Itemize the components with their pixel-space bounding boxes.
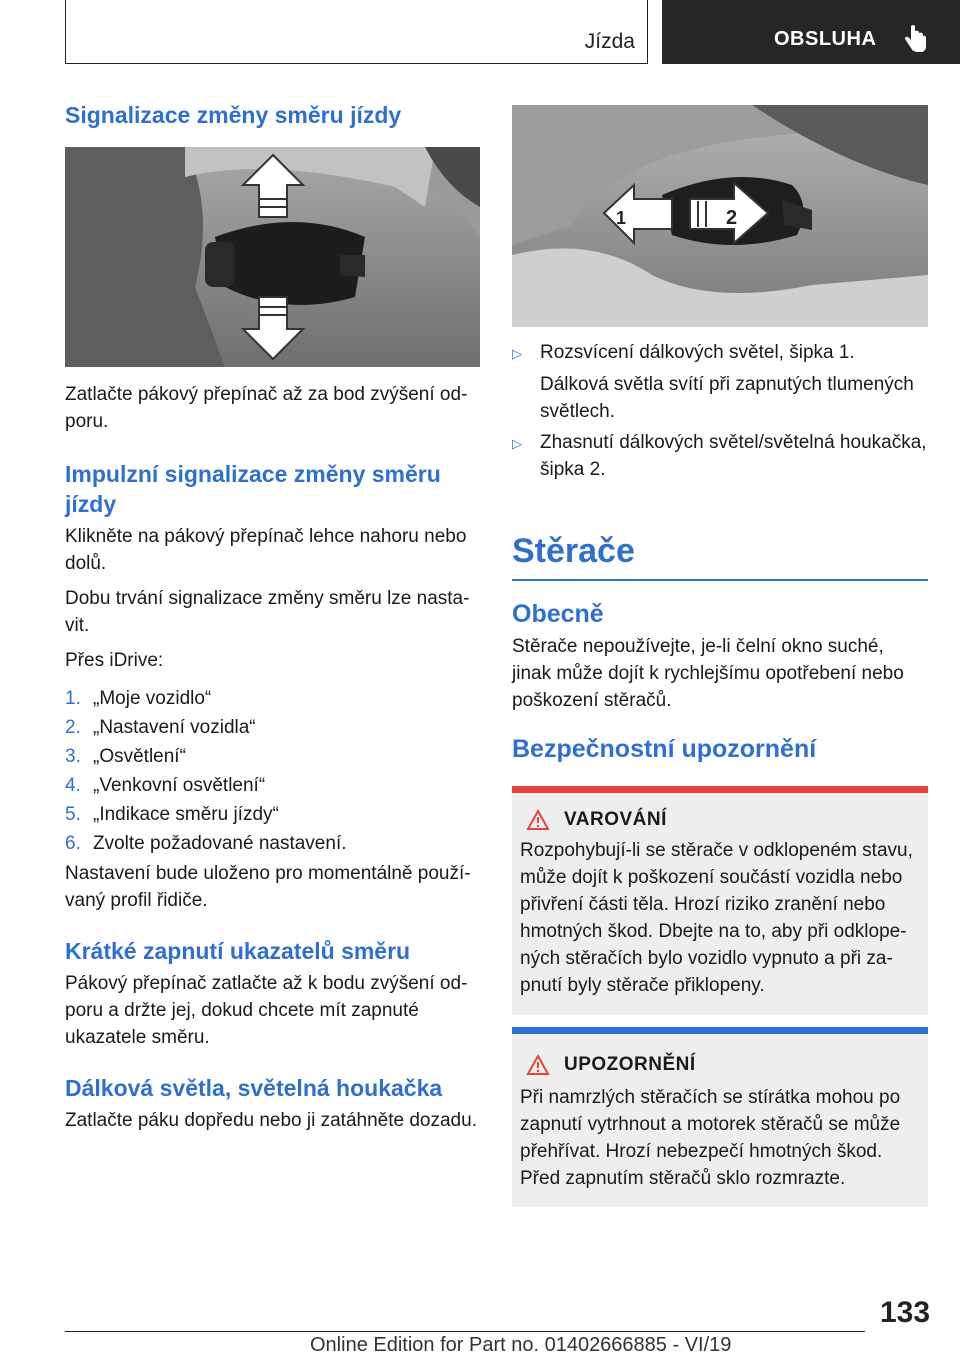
text-idrive: Přes iDrive: bbox=[65, 650, 164, 671]
list-item bbox=[65, 829, 480, 858]
list-item bbox=[65, 684, 480, 713]
figure-lever-updown bbox=[65, 147, 480, 367]
text-high-beam: Zatlačte páku dopředu nebo ji zatáhněte dozadu. bbox=[65, 1110, 477, 1131]
text-signal: Zatlačte pákový přepínač až za bod zvýšení odporu. bbox=[65, 384, 468, 432]
triangle-bullet-icon: ▷ bbox=[512, 346, 522, 361]
heading-short: Krátké zapnutí ukazatelů směru bbox=[65, 938, 411, 964]
list-item-sub bbox=[512, 371, 928, 425]
step-text: „Venkovní osvětlení“ bbox=[93, 775, 266, 796]
page-number: 133 bbox=[880, 1296, 931, 1329]
step-number: 2. bbox=[65, 717, 81, 738]
step-number: 1. bbox=[65, 688, 81, 709]
step-text: „Osvětlení“ bbox=[93, 746, 186, 767]
step-text: „Nastavení vozidla“ bbox=[93, 717, 256, 738]
step-text: „Moje vozidlo“ bbox=[93, 688, 212, 709]
warning-body: Rozpohybují-li se stěrače v odklopeném stavu, může dojít k poškození součástí vozidla nebo přivření části těla. Hrozí riziko zranění nebo hmotných škod. Dbejte na to, aby při odklopených stěračích bylo vozidlo vypnuto a při zapnutí byly stěrače přiklopeny. bbox=[520, 840, 913, 996]
step-number: 4. bbox=[65, 775, 81, 796]
notice-box bbox=[512, 1027, 928, 1207]
step-number: 3. bbox=[65, 746, 81, 767]
hand-pointer-icon bbox=[902, 24, 928, 54]
header-tab-label: OBSLUHA bbox=[774, 28, 877, 50]
figure-label-2: 2 bbox=[726, 207, 738, 229]
warning-bar bbox=[512, 786, 928, 793]
text-impulse-1: Klikněte na pákový přepínač lehce nahoru nebo dolů. bbox=[65, 526, 467, 574]
list-item bbox=[65, 742, 480, 771]
text-short: Pákový přepínač zatlačte až k bodu zvýšení odporu a držte jej, dokud chcete mít zapnuté ukazatele směru. bbox=[65, 973, 468, 1048]
lever-forward-back-illustration bbox=[512, 105, 928, 327]
header-section-box bbox=[65, 0, 648, 64]
steps-list bbox=[65, 684, 480, 858]
warning-triangle-icon bbox=[526, 1054, 550, 1076]
warning-box bbox=[512, 786, 928, 1015]
triangle-bullet-icon: ▷ bbox=[512, 436, 522, 451]
warning-triangle-icon bbox=[526, 809, 550, 831]
header-section-title: Jízda bbox=[584, 30, 635, 53]
warning-title: VAROVÁNÍ bbox=[564, 809, 667, 830]
heading-impulse: Impulzní signalizace změny směru jízdy bbox=[65, 461, 441, 517]
list-item bbox=[512, 339, 928, 367]
list-item bbox=[65, 800, 480, 829]
list-item bbox=[512, 429, 928, 483]
notice-body: Při namrzlých stěračích se stírátka mohou po zapnutí vytrhnout a motorek stěračů se může přehřívat. Hrozí nebezpečí hmotných škod. Před zapnutím stěračů sklo rozmrazte. bbox=[520, 1087, 901, 1189]
right-column bbox=[512, 105, 928, 1207]
step-number: 5. bbox=[65, 804, 81, 825]
list-item bbox=[65, 713, 480, 742]
list-item-subtext: Dálková světla svítí při zapnutých tlumených světlech. bbox=[540, 374, 914, 422]
heading-safety: Bezpečnostní upozornění bbox=[512, 735, 817, 763]
step-text: Zvolte požadované nastavení. bbox=[93, 833, 347, 854]
header-tab bbox=[662, 0, 960, 64]
footer-rule bbox=[65, 1331, 865, 1332]
heading-wipers: Stěrače bbox=[512, 532, 635, 570]
heading-rule bbox=[512, 579, 928, 581]
list-item-text: Zhasnutí dálkových světel/světelná houkačka, šipka 2. bbox=[540, 432, 927, 480]
step-text: „Indikace směru jízdy“ bbox=[93, 804, 279, 825]
text-impulse-2: Dobu trvání signalizace změny směru lze nastavit. bbox=[65, 588, 470, 636]
list-item bbox=[65, 771, 480, 800]
left-column bbox=[65, 100, 480, 1134]
text-general: Stěrače nepoužívejte, je-li čelní okno suché, jinak může dojít k rychlejšímu opotřebení nebo poškození stěračů. bbox=[512, 636, 904, 711]
step-number: 6. bbox=[65, 833, 81, 854]
text-saved: Nastavení bude uloženo pro momentálně používaný profil řidiče. bbox=[65, 863, 471, 911]
heading-high-beam: Dálková světla, světelná houkačka bbox=[65, 1075, 443, 1101]
heading-signal: Signalizace změny směru jízdy bbox=[65, 102, 402, 128]
notice-bar bbox=[512, 1027, 928, 1034]
figure-lever-forward-back bbox=[512, 105, 928, 327]
figure-label-1: 1 bbox=[616, 208, 627, 228]
list-item-text: Rozsvícení dálkových světel, šipka 1. bbox=[540, 342, 855, 363]
beam-list bbox=[512, 339, 928, 483]
lever-updown-illustration bbox=[65, 147, 480, 367]
notice-title: UPOZORNĚNÍ bbox=[564, 1054, 696, 1075]
footer-edition: Online Edition for Part no. 01402666885 - VI/19 bbox=[310, 1334, 732, 1356]
heading-general: Obecně bbox=[512, 600, 604, 628]
